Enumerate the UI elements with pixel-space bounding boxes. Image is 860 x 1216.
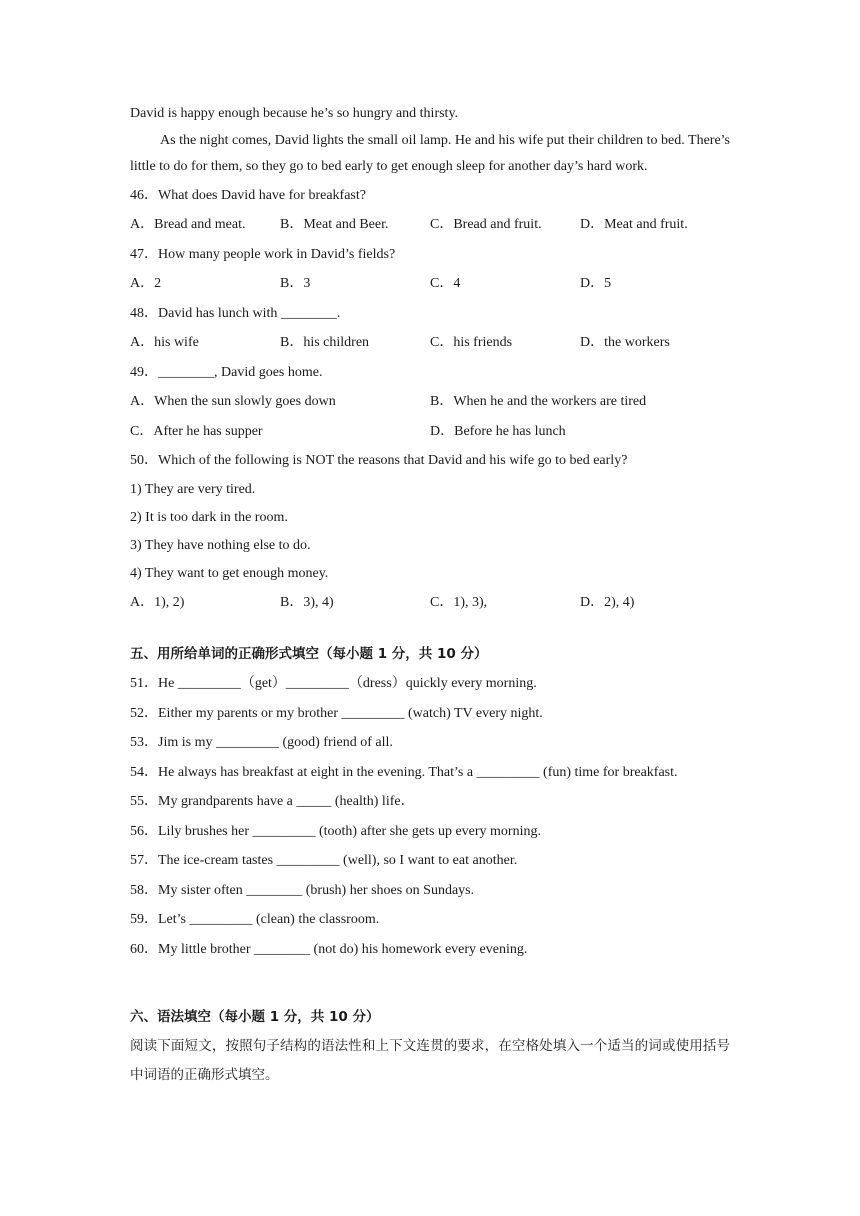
exam-page [130,101,730,1090]
option-c: C．4 [430,276,461,291]
option-d: D．the workers [580,335,670,350]
option-d: D．2), 4) [580,594,635,610]
fill-item-51: 51．He _________（get）_________（dress）quickly every morning. [130,676,537,691]
question-stem: 49．________, David goes home. [130,364,323,380]
options-row [130,328,730,358]
option-b: B．When he and the workers are tired [430,394,647,409]
options-row [130,417,730,447]
statement: 1) They are very tired. [130,481,256,497]
option-d: D．Meat and fruit. [580,217,688,232]
question-47 [130,240,730,299]
fill-item-54: 54．He always has breakfast at eight in the evening. That’s a _________ (fun) time for breakfast. [130,764,678,780]
fill-item-59: 59．Let’s _________ (clean) the classroom. [130,912,380,927]
section-6-title: 六、语法填空（每小题 1 分，共 10 分） [130,1009,380,1025]
fill-item-52: 52．Either my parents or my brother _________ (watch) TV every night. [130,705,543,721]
option-c: C．1), 3), [430,594,488,610]
option-c: C．his friends [430,335,513,350]
fill-item-60: 60．My little brother ________ (not do) his homework every evening. [130,941,528,957]
option-a: A．When the sun slowly goes down [130,394,336,409]
option-b: B．3 [280,276,311,291]
question-stem: 47．How many people work in David’s fields? [130,246,396,262]
fill-item-56: 56．Lily brushes her _________ (tooth) after she gets up every morning. [130,823,541,839]
question-46 [130,181,730,240]
section-6-instruction: 阅读下面短文，按照句子结构的语法性和上下文连贯的要求，在空格处填入一个适当的词或使用括号中词语的正确形式填空。 [130,1038,730,1083]
question-48 [130,299,730,358]
option-b: B．3), 4) [280,594,334,610]
option-a: A．1), 2) [130,594,185,610]
option-d: D．Before he has lunch [430,423,566,439]
option-b: B．Meat and Beer. [280,217,389,232]
passage-line: David is happy enough because he’s so hungry and thirsty. [130,106,459,121]
option-d: D．5 [580,276,612,291]
question-stem: 50．Which of the following is NOT the reasons that David and his wife go to bed early? [130,453,628,468]
question-49 [130,358,730,447]
options-row [130,588,730,618]
question-stem: 46．What does David have for breakfast? [130,187,366,203]
option-b: B．his children [280,335,370,350]
section-5-title: 五、用所给单词的正确形式填空（每小题 1 分，共 10 分） [130,646,488,662]
fill-item-53: 53．Jim is my _________ (good) friend of all. [130,735,393,750]
options-row [130,210,730,240]
option-c: C．Bread and fruit. [430,217,542,232]
question-stem: 48．David has lunch with ________. [130,305,341,321]
passage-paragraph: As the night comes, David lights the small oil lamp. He and his wife put their children to bed. There’s little to do for them, so they go to bed early to get enough sleep for another day’s hard work. [130,132,730,174]
options-row [130,387,730,417]
statement: 4) They want to get enough money. [130,565,329,581]
option-a: A．2 [130,276,162,291]
option-a: A．Bread and meat. [130,217,246,232]
option-c: C．After he has supper [130,423,263,439]
question-50 [130,446,730,617]
fill-item-57: 57．The ice-cream tastes _________ (well), so I want to eat another. [130,853,518,868]
options-row [130,269,730,299]
option-a: A．his wife [130,335,199,350]
fill-item-58: 58．My sister often ________ (brush) her shoes on Sundays. [130,882,475,898]
statement: 2) It is too dark in the room. [130,509,288,525]
fill-item-55: 55．My grandparents have a _____ (health) life． [130,794,415,809]
statement: 3) They have nothing else to do. [130,537,311,553]
